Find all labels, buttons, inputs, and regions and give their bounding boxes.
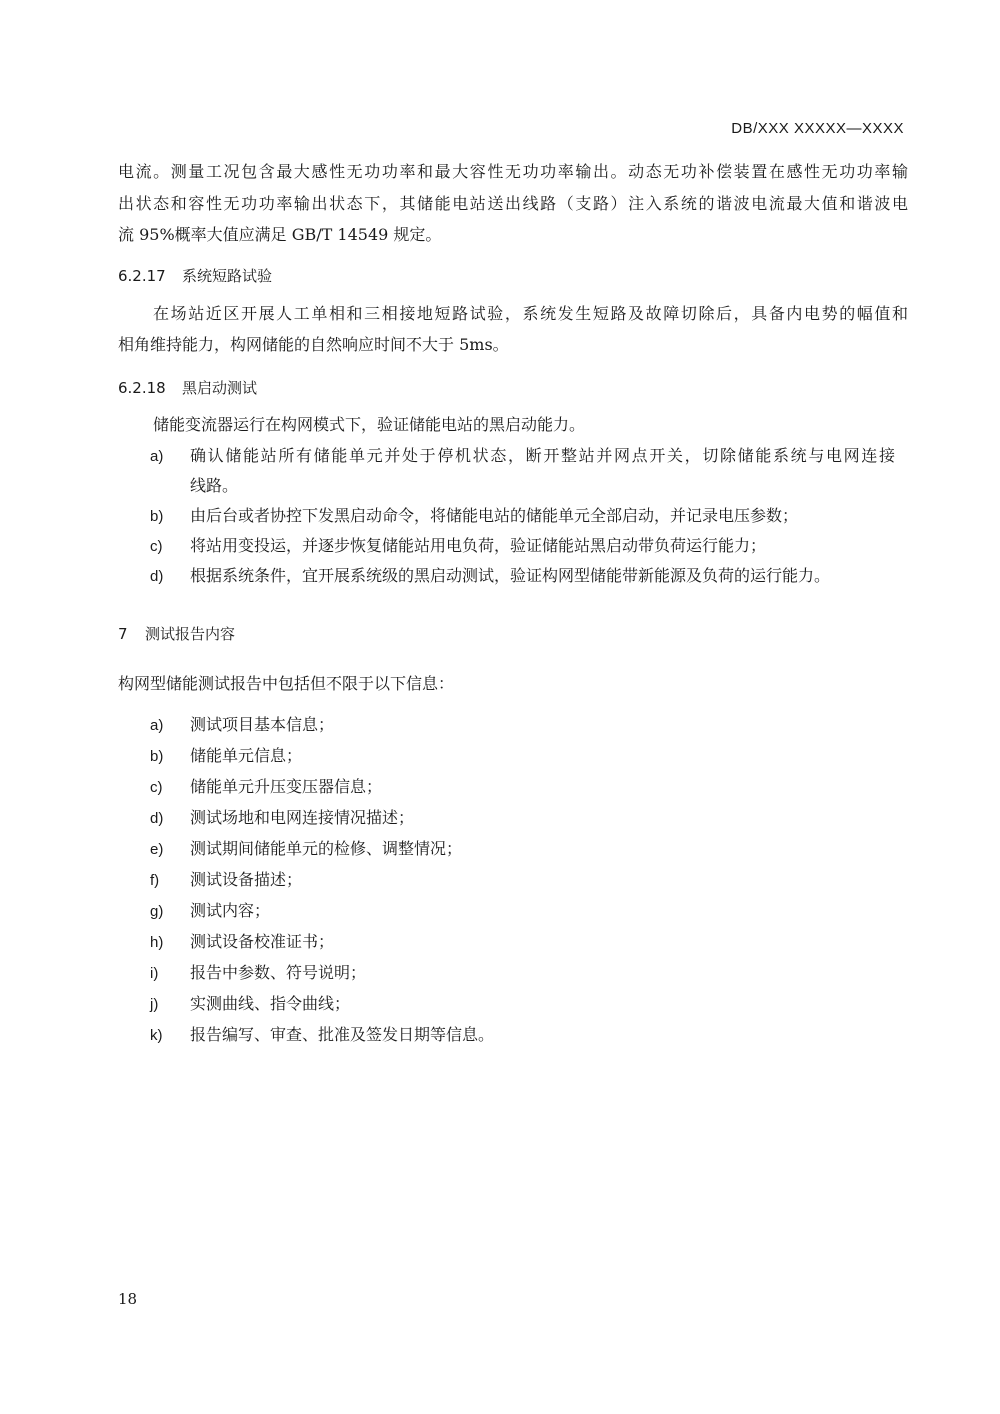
list-item <box>150 869 302 892</box>
list-text: 报告编写、审查、批准及签发日期等信息。 <box>190 1025 495 1044</box>
section-heading-6-2-18 <box>118 377 257 399</box>
list-item <box>150 993 350 1016</box>
list-text: 测试场地和电网连接情况描述； <box>190 808 415 827</box>
list-item <box>150 962 366 985</box>
list-item <box>150 535 766 558</box>
list-item <box>150 1024 494 1047</box>
list-text: 测试期间储能单元的检修、调整情况； <box>190 839 463 858</box>
list-marker: j) <box>150 996 159 1013</box>
section-title: 黑启动测试 <box>182 379 258 397</box>
list-marker: k) <box>150 1027 163 1044</box>
list-marker: i) <box>150 965 159 982</box>
list-marker: c) <box>150 779 163 796</box>
page-number: 18 <box>118 1290 138 1308</box>
list-text: 储能单元升压变压器信息； <box>190 777 383 796</box>
list-marker: b) <box>150 508 164 525</box>
list-item <box>150 838 462 861</box>
list-item <box>150 565 830 588</box>
list-text: 根据系统条件，宜开展系统级的黑启动测试，验证构网型储能带新能源及负荷的运行能力。 <box>190 566 831 585</box>
paragraph-line: 相角维持能力，构网储能的自然响应时间不大于 5ms。 <box>118 335 509 354</box>
list-item <box>150 505 798 528</box>
section-intro: 构网型储能测试报告中包括但不限于以下信息： <box>118 674 455 693</box>
list-marker: a) <box>150 448 164 465</box>
section-intro: 储能变流器运行在构网模式下，验证储能电站的黑启动能力。 <box>153 415 586 434</box>
section-heading-6-2-17 <box>118 265 272 287</box>
list-marker: f) <box>150 872 160 889</box>
section-number: 6.2.18 <box>118 379 166 397</box>
list-item <box>150 900 270 923</box>
list-item <box>150 745 302 768</box>
list-text: 测试设备描述； <box>190 870 303 889</box>
list-item <box>150 714 334 737</box>
list-marker: e) <box>150 841 164 858</box>
list-item <box>150 931 334 954</box>
continuation-line: 流 95%概率大值应满足 GB/T 14549 规定。 <box>118 225 442 244</box>
list-item <box>150 776 382 799</box>
section-title: 系统短路试验 <box>182 267 273 285</box>
list-text: 报告中参数、符号说明； <box>190 963 367 982</box>
list-text: 实测曲线、指令曲线； <box>190 994 351 1013</box>
list-item <box>150 807 414 830</box>
section-title: 测试报告内容 <box>145 625 236 643</box>
section-number: 6.2.17 <box>118 267 166 285</box>
list-text: 测试项目基本信息； <box>190 715 335 734</box>
list-marker: g) <box>150 903 164 920</box>
paragraph-line: 在场站近区开展人工单相和三相接地短路试验，系统发生短路及故障切除后，具备内电势的幅值和 <box>153 304 908 323</box>
list-text: 测试内容； <box>190 901 271 920</box>
section-heading-7 <box>118 623 235 645</box>
document-code: DB/XXX XXXXX—XXXX <box>731 120 904 137</box>
list-text: 测试设备校准证书； <box>190 932 335 951</box>
list-text: 确认储能站所有储能单元并处于停机状态，断开整站并网点开关，切除储能系统与电网连接 <box>190 446 895 465</box>
list-item-continuation: 线路。 <box>190 476 239 495</box>
list-marker: a) <box>150 717 164 734</box>
list-marker: c) <box>150 538 163 555</box>
continuation-line: 出状态和容性无功功率输出状态下，其储能电站送出线路（支路）注入系统的谐波电流最大值和谐波电 <box>118 194 908 213</box>
list-text: 由后台或者协控下发黑启动命令，将储能电站的储能单元全部启动，并记录电压参数； <box>190 506 799 525</box>
list-marker: h) <box>150 934 164 951</box>
list-marker: b) <box>150 748 164 765</box>
list-text: 将站用变投运，并逐步恢复储能站用电负荷，验证储能站黑启动带负荷运行能力； <box>190 536 767 555</box>
continuation-line: 电流。测量工况包含最大感性无功功率和最大容性无功功率输出。动态无功补偿装置在感性无功功率输 <box>118 162 908 181</box>
section-number: 7 <box>118 625 128 643</box>
list-item <box>150 445 895 468</box>
list-text: 储能单元信息； <box>190 746 303 765</box>
list-marker: d) <box>150 568 164 585</box>
list-marker: d) <box>150 810 164 827</box>
